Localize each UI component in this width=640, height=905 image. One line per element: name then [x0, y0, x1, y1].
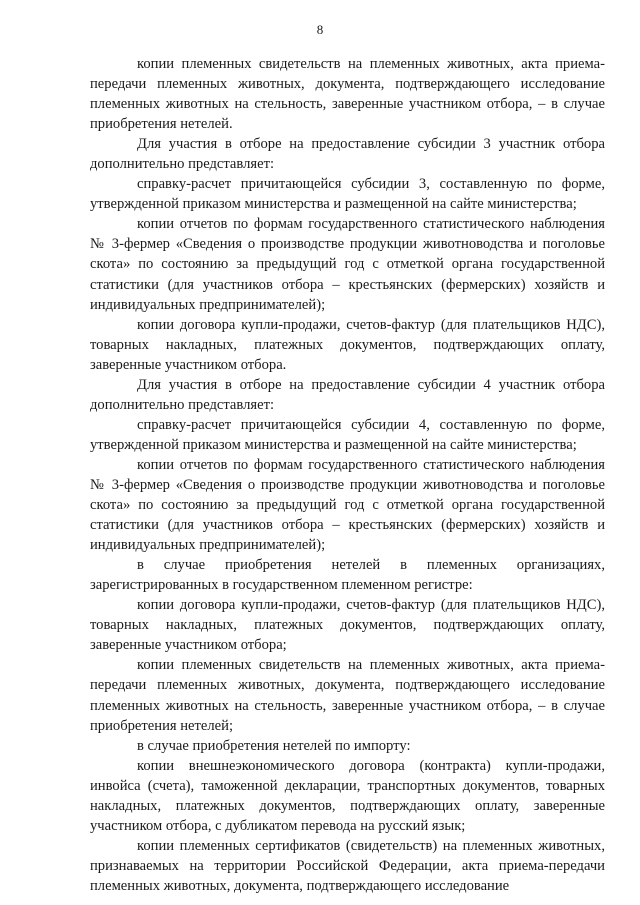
paragraph: копии внешнеэкономического договора (контракта) купли-продажи, инвойса (счета), таможенной декларации, транспортных документов, товарных накладных, платежных документов, подтверждающих оплату, заверенные участником отбора, с дубликатом перевода на русский язык;	[90, 757, 605, 834]
paragraph: копии договора купли-продажи, счетов-фактур (для плательщиков НДС), товарных накладных, платежных документов, подтверждающих оплату, заверенные участником отбора.	[90, 316, 605, 373]
paragraph: копии племенных сертификатов (свидетельств) на племенных животных, признаваемых на территории Российской Федерации, акта приема-передачи племенных животных, документа, подтверждающего исследование	[90, 837, 605, 894]
paragraph: копии договора купли-продажи, счетов-фактур (для плательщиков НДС), товарных накладных, платежных документов, подтверждающих оплату, заверенные участником отбора;	[90, 597, 605, 654]
paragraph: справку-расчет причитающейся субсидии 4, составленную по форме, утвержденной приказом министерства и размещенной на сайте министерства;	[90, 416, 605, 453]
paragraph: в случае приобретения нетелей по импорту:	[137, 737, 411, 754]
paragraph: Для участия в отборе на предоставление субсидии 4 участник отбора дополнительно представляет:	[90, 376, 605, 413]
paragraph: копии племенных свидетельств на племенных животных, акта приема-передачи племенных животных, документа, подтверждающего исследование племенных животных на стельность, заверенные участником отбора, – в случае приобретения нетелей.	[90, 56, 605, 133]
paragraph: копии отчетов по формам государственного статистического наблюдения № 3-фермер «Сведения о производстве продукции животноводства и поголовье скота» по состоянию за предыдущий год с отметкой органа государственной статистики (для участников отбора – крестьянских (фермерских) хозяйств и индивидуальных предпринимателей);	[90, 216, 605, 313]
page-number: 8	[316, 22, 324, 37]
paragraph: справку-расчет причитающейся субсидии 3, составленную по форме, утвержденной приказом министерства и размещенной на сайте министерства;	[90, 176, 605, 213]
paragraph: в случае приобретения нетелей в племенных организациях, зарегистрированных в государственном племенном регистре:	[90, 557, 605, 594]
paragraph: копии племенных свидетельств на племенных животных, акта приема-передачи племенных животных, документа, подтверждающего исследование племенных животных на стельность, заверенные участником отбора, – в случае приобретения нетелей;	[90, 657, 605, 734]
paragraph: Для участия в отборе на предоставление субсидии 3 участник отбора дополнительно представляет:	[90, 136, 605, 173]
document-body	[90, 54, 605, 896]
paragraph: копии отчетов по формам государственного статистического наблюдения № 3-фермер «Сведения о производстве продукции животноводства и поголовье скота» по состоянию за предыдущий год с отметкой органа государственной статистики (для участников отбора – крестьянских (фермерских) хозяйств и индивидуальных предпринимателей);	[90, 456, 605, 554]
